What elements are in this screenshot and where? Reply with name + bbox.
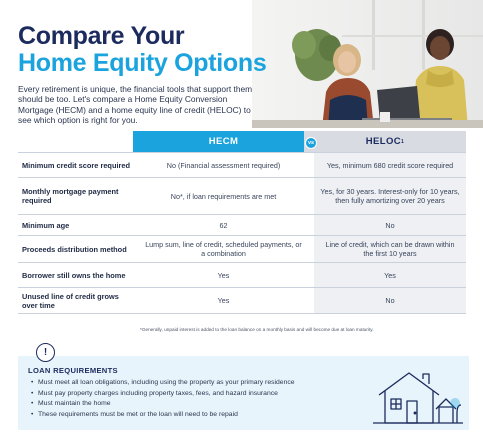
table-body (18, 152, 466, 314)
table-footnote: *Generally, unpaid interest is added to the loan balance on a monthly basis and will become due at loan maturity. (140, 327, 374, 332)
column-header-hecm (133, 131, 314, 152)
heloc-cell: No (314, 215, 466, 235)
row-label: Monthly mortgage payment required (22, 187, 119, 205)
vs-badge: vs (305, 137, 317, 149)
hecm-cell: Yes (217, 296, 230, 305)
hecm-cell: No (Financial assessment required) (166, 160, 281, 170)
table-row (18, 236, 466, 263)
bullet: • (31, 389, 34, 397)
loan-requirements-list (31, 378, 295, 420)
requirement-text: Must maintain the home (38, 400, 111, 408)
requirement-text: Must pay property charges including property taxes, fees, and hazard insurance (38, 389, 278, 397)
row-label: Unused line of credit grows over time (22, 291, 119, 310)
hecm-cell: Lump sum, line of credit, scheduled payments, or a combination (145, 240, 302, 258)
hecm-cell: 62 (219, 220, 228, 230)
heloc-cell: No (314, 288, 466, 313)
column-header-hecm-label: HECM (208, 136, 239, 147)
bullet: • (31, 410, 34, 418)
table-row (18, 288, 466, 314)
hecm-cell: Yes (217, 270, 230, 280)
table-row (18, 263, 466, 288)
row-label: Proceeds distribution method (22, 244, 127, 254)
list-item (31, 410, 295, 421)
exclamation-circle-icon: ! (36, 343, 55, 362)
bullet: • (31, 379, 34, 386)
list-item (31, 378, 295, 389)
comparison-table (18, 131, 466, 314)
intro-paragraph: Every retirement is unique, the financial tools that support them should be too. Let's compare a Home Equity Conversion Mortgage (HECM) and a home equity line of credit (HELOC) to see which option is right for you. (18, 84, 253, 125)
heloc-cell: Yes, for 30 years. Interest-only for 10 years, then fully amortizing over 20 years (314, 178, 466, 214)
requirement-text: Must meet all loan obligations, including using the property as your primary residence (38, 379, 295, 386)
row-label: Borrower still owns the home (22, 270, 126, 280)
footnote-marker: 1 (401, 138, 405, 145)
page-headline (18, 23, 318, 77)
list-item (31, 399, 295, 410)
column-header-heloc (304, 131, 466, 152)
bullet: • (31, 400, 34, 408)
column-header-heloc-label: HELOC (365, 136, 402, 147)
headline-line-2: Home Equity Options (18, 49, 267, 77)
list-item (31, 389, 295, 400)
hecm-cell: No*, if loan requirements are met (170, 191, 277, 201)
heloc-cell: Yes (314, 263, 466, 287)
table-row (18, 152, 466, 178)
heloc-cell: Yes, minimum 680 credit score required (314, 153, 466, 177)
table-header (18, 131, 466, 152)
headline-line-1: Compare Your (18, 22, 185, 50)
table-row (18, 215, 466, 236)
loan-requirements-title: LOAN REQUIREMENTS (28, 366, 118, 375)
row-label: Minimum age (22, 220, 70, 230)
requirement-text: These requirements must be met or the loan will need to be repaid (38, 410, 238, 418)
house-illustration-icon (373, 365, 463, 427)
row-label: Minimum credit score required (22, 160, 131, 170)
heloc-cell: Line of credit, which can be drawn within the first 10 years (314, 236, 466, 262)
table-row (18, 178, 466, 215)
